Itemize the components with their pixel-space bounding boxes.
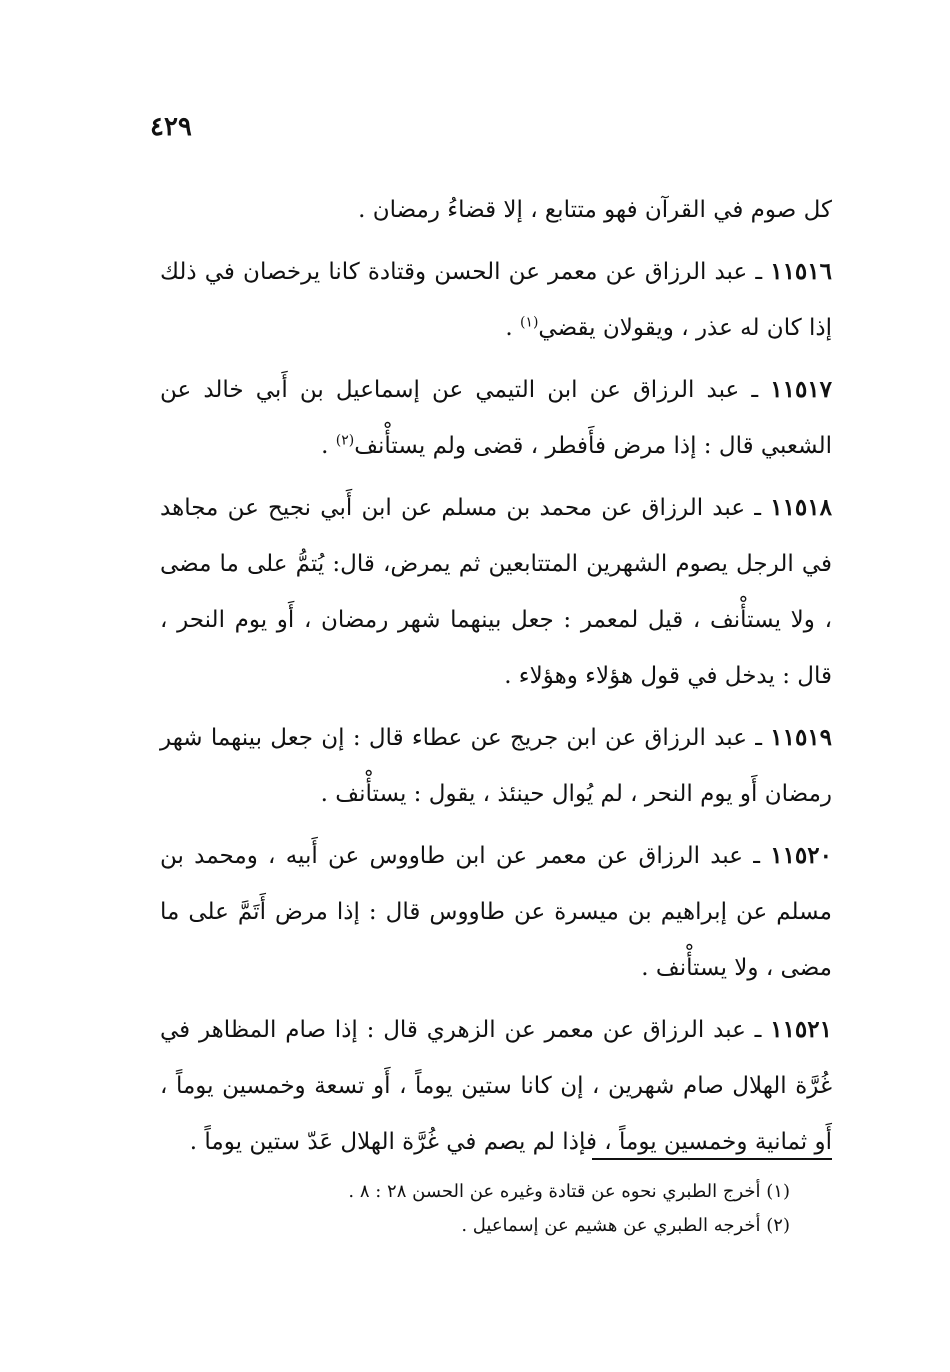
dash: ـ [742,843,760,869]
hadith-tail: . [505,315,520,341]
footnote-number: (٢) [766,1215,790,1236]
hadith-tail: . [321,433,336,459]
hadith-text: عبد الرزاق عن محمد بن مسلم عن ابن أَبي نجيح عن مجاهد في الرجل يصوم الشهرين المتتابعين ثم يمرض، قال: يُتمُّ على ما مضى ، ولا يستأْنف ، قيل لمعمر : جعل بينهما شهر رمضان ، أَو يوم النحر ، قال : يدخل في قول هؤلاء وهؤلاء . [160,495,832,689]
hadith-text: عبد الرزاق عن ابن جريج عن عطاء قال : إن جعل بينهما شهر رمضان أَو يوم النحر ، لم يُوال حينئذ ، يقول : يستأْنف . [160,725,832,807]
hadith-number: ١١٥٢١ [770,1016,832,1043]
hadith-number: ١١٥١٨ [770,494,832,521]
hadith-text: عبد الرزاق عن معمر عن الزهري قال : إذا صام المظاهر في غُرَّة الهلال صام شهرين ، إن كانا ستين يوماً ، أَو تسعة وخمسين يوماً ، أَو ثمانية وخمسين يوماً ، فإذا لم يصم في غُرَّة الهلال عَدّ ستين يوماً . [160,1017,832,1155]
hadith-number: ١١٥١٧ [770,376,833,403]
footnote-number: (١) [766,1181,790,1202]
footnotes [300,1175,790,1243]
hadith-number: ١١٥١٦ [770,258,832,285]
footnote-text: أخرجه الطبري عن هشيم عن إسماعيل . [461,1215,761,1236]
dash: ـ [747,259,763,285]
hadith-entry [160,362,832,474]
footnote-marker: (٢) [335,432,355,449]
hadith-entry [160,710,832,822]
footnote-item [300,1209,790,1243]
hadith-number: ١١٥٢٠ [770,842,832,869]
dash: ـ [739,377,759,403]
hadith-text: عبد الرزاق عن ابن التيمي عن إسماعيل بن أَبي خالد عن الشعبي قال : إذا مرض فأَفطر ، قضى ولم يستأْنف [160,377,832,459]
hadith-text: عبد الرزاق عن معمر عن الحسن وقتادة كانا يرخصان في ذلك إذا كان له عذر ، ويقولان يقضي [160,259,832,341]
hadith-entry [160,480,832,704]
dash: ـ [745,495,761,521]
hadith-entry [160,828,832,996]
hadith-text: عبد الرزاق عن معمر عن ابن طاووس عن أَبيه ، ومحمد بن مسلم عن إبراهيم بن ميسرة عن طاووس قال : إذا مرض أَتَمَّ على ما مضى ، ولا يستأْنف . [160,843,832,981]
footnote-item [300,1175,790,1209]
footnote-divider [592,1158,832,1160]
main-text [160,182,832,1170]
footnote-text: أخرج الطبري نحوه عن قتادة وغيره عن الحسن ٢٨ : ٨ . [348,1181,761,1202]
dash: ـ [746,725,762,751]
hadith-entry [160,1002,832,1170]
dash: ـ [745,1017,762,1043]
hadith-number: ١١٥١٩ [770,724,833,751]
intro-paragraph: كل صوم في القرآن فهو متتابع ، إلا قضاءُ رمضان . [358,197,832,223]
page-number: ٤٢٩ [150,112,192,142]
footnote-marker: (١) [519,314,539,331]
hadith-entry [160,244,832,356]
